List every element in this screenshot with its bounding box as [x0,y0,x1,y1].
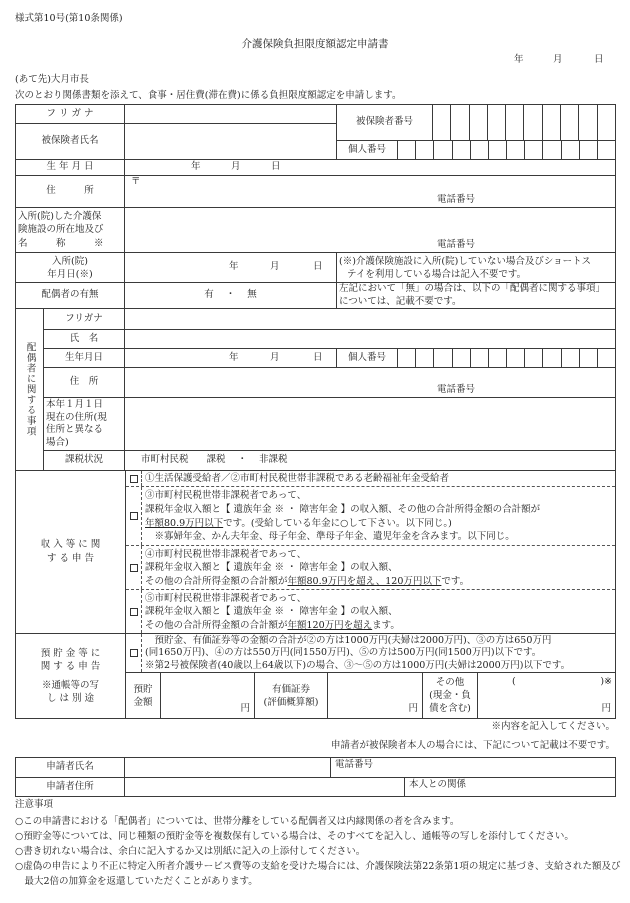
income-option-3 [126,487,615,546]
checkbox[interactable] [130,608,138,616]
spouse-birth-month-label: 月 [270,352,280,363]
facility-input[interactable] [124,207,616,253]
spouse-tax-status [124,450,616,471]
spouse-jan1-address-label [43,397,125,451]
label-note-line: し は 別 途 [46,693,95,704]
text-segment: その他の合計所得金額の合計額が [145,619,288,631]
admission-date-label [15,252,125,283]
spouse-phone-label: 電話番号 [437,384,476,395]
checkbox-cell [126,590,142,633]
spouse-section-label [15,308,44,471]
label-line: 債を含む) [429,703,471,714]
furigana-input[interactable] [124,104,337,124]
insured-name-label: 被保険者氏名 [15,123,125,160]
checkbox[interactable] [130,649,138,657]
spouse-tax-status-label: 課税状況 [43,450,125,471]
label-line: 関 す る 申 告 [40,661,101,672]
applicant-name-label: 申請者氏名 [15,757,125,778]
income-option-5 [126,590,615,633]
spouse-birth-day-label: 日 [313,352,323,363]
yen-unit: 円 [601,702,611,714]
cautions-title: 注意事項 [15,799,54,810]
form-title: 介護保険負担限度額認定申請書 [241,38,389,50]
income-options [125,470,616,634]
savings-option-row [126,634,615,672]
option-text-line: ⑤市町村民税世帯非課税者であって、 [145,592,307,604]
facility-label-line: 入所(院)した介護保 [18,210,102,222]
caution-item: ○この申請書における「配偶者」については、世帯分離をしている配偶者又は内縁関係の者を含みます。 [15,816,460,827]
label-line: その他 [435,677,465,688]
label-line: 有価証券 [271,683,310,695]
digit-box[interactable] [488,348,507,368]
relation-label: 本人との関係 [409,779,467,790]
digit-box[interactable] [578,104,597,141]
digit-box[interactable] [579,348,598,368]
birthdate-label: 生 年 月 日 [15,159,125,176]
paren-open: ( [512,676,516,687]
birth-day-label: 日 [271,161,281,172]
admission-month-label: 月 [270,261,280,272]
fill-in-notice: ※内容を記入してください。 [491,721,615,732]
note-line: 左記において「無」の場合は、以下の「配偶者に関する事項」 [339,283,606,294]
facility-label-line: 名 称 ※ [18,237,104,249]
option-text-line [145,575,469,589]
address-input[interactable] [124,175,616,208]
applicant-address-input[interactable] [124,777,405,797]
digit-box[interactable] [560,104,579,141]
option-text-line: 課税年金収入額と【 遺族年金 ※ ・ 障害年金 】の収入額、 [145,606,398,618]
insured-name-input[interactable] [124,123,337,160]
savings-declaration-label [15,633,126,719]
text-segment: です。(受給している年金に○して下さい。以下同じ。) [223,517,452,529]
personal-number-label: 個人番号 [336,140,398,160]
checkbox-cell [126,471,142,486]
address-label: 住 所 [15,175,125,208]
label-line: 収 入 等 に 関 [40,539,101,550]
option-text [142,546,469,589]
address-phone-label: 電話番号 [437,194,476,205]
applicant-notice: 申請者が被保険者本人の場合には、下記について記載は不要です。 [330,740,615,751]
option-text-line: 課税年金収入額と【 遺族年金 ※ ・ 障害年金 】の収入額、 [145,562,398,574]
birthdate-input[interactable] [124,159,616,176]
digit-box[interactable] [452,348,471,368]
option-text-line [145,619,400,633]
applicant-address-label: 申請者住所 [15,777,125,797]
spouse-presence-yes-option[interactable]: 有 [204,289,214,301]
spouse-personal-number-label: 個人番号 [336,348,398,368]
label-line: (現金・負 [429,690,471,701]
applicant-phone-input[interactable] [330,757,616,778]
spouse-birthdate-input[interactable] [124,348,337,368]
digit-box[interactable] [542,104,561,141]
label-line: 預 貯 金 等 に [40,647,101,659]
intro-text: 次のとおり関係書類を添えて、食事・居住費(滞在費)に係る負担限度額認定を申請します。 [15,90,402,101]
digit-box[interactable] [597,348,616,368]
admission-note [336,252,616,283]
income-option-1 [126,471,615,487]
admission-label-line: 年月日(※) [47,268,93,280]
option-text [142,471,449,486]
facility-label-line: 険施設の所在地及び [18,224,104,236]
digit-box[interactable] [579,140,598,160]
option-text-line: ④市町村民税世帯非課税者であって、 [145,548,307,560]
date-month-label: 月 [553,54,563,65]
digit-box[interactable] [450,104,469,141]
digit-box[interactable] [432,104,451,141]
admission-year-label: 年 [229,261,239,272]
admission-day-label: 日 [313,261,323,272]
checkbox-cell [126,546,142,589]
underlined-threshold: 年額120万円を超え [287,619,373,631]
admission-date-input[interactable] [124,252,337,283]
option-text-line: ※寡婦年金、かん夫年金、母子年金、準母子年金、遺児年金を含みます。以下同じ。 [145,531,515,543]
spouse-jan1-address-input[interactable] [124,397,616,451]
birth-month-label: 月 [231,161,241,172]
text-segment: その他の合計所得金額の合計額が [145,575,288,587]
admission-label-line: 入所(院) [52,255,88,267]
caution-item: ○虚偽の申告により不正に特定入所者介護サービス費等の支給を受けた場合には、介護保険法第22条第1項の規定に基づき、支給された額及び最大2倍の加算金を返還していただくことがあります。 [15,861,621,887]
checkbox[interactable] [130,564,138,572]
underlined-threshold: 年額80.9万円を超え、120万円以下 [287,575,442,587]
facility-phone-label: 電話番号 [437,239,476,250]
spouse-furigana-label: フリガナ [43,308,125,330]
text-segment: ます。 [372,619,400,631]
deposit-amount-input[interactable] [160,672,255,719]
digit-box[interactable] [506,140,525,160]
date-year-label: 年 [514,54,524,65]
yen-unit: 円 [408,702,418,714]
spouse-presence-options [124,282,337,309]
label-line: す る 申 告 [46,553,95,564]
digit-box[interactable] [542,140,561,160]
option-text [142,590,400,633]
label-line: 本年１月１日 [46,399,104,410]
date-day-label: 日 [594,54,604,65]
digit-box[interactable] [470,348,489,368]
digit-box[interactable] [542,348,561,368]
spouse-section-label-text: 配偶者に関する事項 [24,342,36,437]
birth-year-label: 年 [191,161,201,172]
deposit-amount-label [125,672,161,719]
other-assets-label [422,672,478,719]
label-line: 金額 [133,696,153,708]
digit-box[interactable] [397,348,416,368]
label-line: (評価概算額) [263,696,319,708]
applicant-phone-label: 電話番号 [335,759,374,770]
separator: ・ [237,454,248,466]
spouse-name-input[interactable] [124,329,616,349]
digit-box[interactable] [487,104,506,141]
digit-box[interactable] [561,348,580,368]
underlined-threshold: 年額80.9万円以下 [145,517,224,529]
tax-option-exempt[interactable]: 非課税 [259,454,288,466]
spouse-address-label: 住 所 [43,367,125,398]
text-segment: です。 [441,575,470,587]
savings-option [125,633,616,673]
spouse-presence-note [336,282,616,309]
addressee: (あて先)大月市長 [15,74,89,85]
label-line: 預貯 [133,683,153,695]
spouse-furigana-input[interactable] [124,308,616,330]
checkbox[interactable] [130,512,138,520]
checkbox[interactable] [130,475,138,483]
income-option-4 [126,546,615,590]
applicant-name-input[interactable] [124,757,331,778]
checkbox-cell [126,487,142,545]
digit-box[interactable] [523,104,542,141]
digit-box[interactable] [506,348,525,368]
option-text-line: 課税年金収入額と【 遺族年金 ※ ・ 障害年金 】の収入額、その他の合計所得金額の合計額が [145,503,541,515]
spouse-birthdate-label: 生年月日 [43,348,125,368]
option-text-line [145,517,540,531]
label-line: 場合) [46,436,69,448]
digit-box[interactable] [433,348,452,368]
tax-prefix: 市町村民税 [141,454,189,466]
digit-box[interactable] [524,348,543,368]
note-line: テイを利用している場合は記入不要です。 [347,268,527,280]
digit-box[interactable] [433,140,452,160]
note-line: については、記載不要です。 [339,295,462,307]
digit-box[interactable] [397,140,416,160]
facility-label [15,207,125,253]
yen-unit: 円 [240,702,250,714]
spouse-personal-number-boxes [397,348,616,368]
spouse-name-label: 氏 名 [43,329,125,349]
digit-box[interactable] [470,140,489,160]
digit-box[interactable] [469,104,488,141]
separator: ・ [225,289,236,301]
spouse-birth-year-label: 年 [229,352,239,363]
digit-box[interactable] [415,348,434,368]
insured-number-label: 被保険者番号 [336,104,433,141]
option-text [142,634,570,672]
option-text-line: ③市町村民税世帯非課税者であって、 [145,490,307,502]
postal-mark-icon: 〒 [131,176,141,187]
digit-box[interactable] [452,140,471,160]
relation-input[interactable] [404,777,616,797]
digit-box[interactable] [561,140,580,160]
option-text-line: (同1650万円)、④の方は550万円(同1550万円)、⑤の方は500万円(同1500万円)以下です。 [145,647,542,659]
digit-box[interactable] [505,104,524,141]
securities-input[interactable] [327,672,423,719]
digit-box[interactable] [597,140,616,160]
caution-item: ○書き切れない場合は、余白に記入するか又は別紙に記入の上添付してください。 [15,846,366,857]
option-text-line: ①生活保護受給者／②市町村民税世帯非課税である老齢福祉年金受給者 [145,473,450,485]
spouse-presence-no-option[interactable]: 無 [247,289,257,301]
paren-close: )※ [600,676,612,687]
spouse-presence-label: 配偶者の有無 [15,282,125,309]
checkbox-cell [126,634,142,672]
tax-option-taxed[interactable]: 課税 [206,454,226,466]
digit-box[interactable] [488,140,507,160]
income-declaration-label [15,470,126,634]
spouse-address-input[interactable] [124,367,616,398]
digit-box[interactable] [597,104,616,141]
option-text-line: 預貯金、有価証券等の金額の合計が②の方は1000万円(夫婦は2000万円)、③の方は650万円 [145,634,552,646]
label-line: 現在の住所(現 [46,411,107,423]
label-line: 住所と異なる [46,424,104,435]
digit-box[interactable] [524,140,543,160]
digit-box[interactable] [415,140,434,160]
caution-item: ○預貯金等については、同じ種類の預貯金等を複数保有している場合は、そのすべてを記入し、通帳等の写しを添付してください。 [15,831,574,842]
option-text [142,487,540,545]
furigana-label: フ リ ガ ナ [15,104,125,124]
securities-label [254,672,328,719]
form-number: 様式第10号(第10条関係) [15,13,123,24]
note-line: (※)介護保険施設に入所(院)していない場合及びショートス [339,255,592,267]
insured-number-boxes [432,104,616,141]
option-text-line: ※第2号被保険者(40歳以上64歳以下)の場合、③～⑤の方は1000万円(夫婦は2000万円)以下です。 [145,659,571,671]
label-note-line: ※通帳等の写 [41,679,99,691]
other-assets-input[interactable] [477,672,616,719]
personal-number-boxes [397,140,616,160]
